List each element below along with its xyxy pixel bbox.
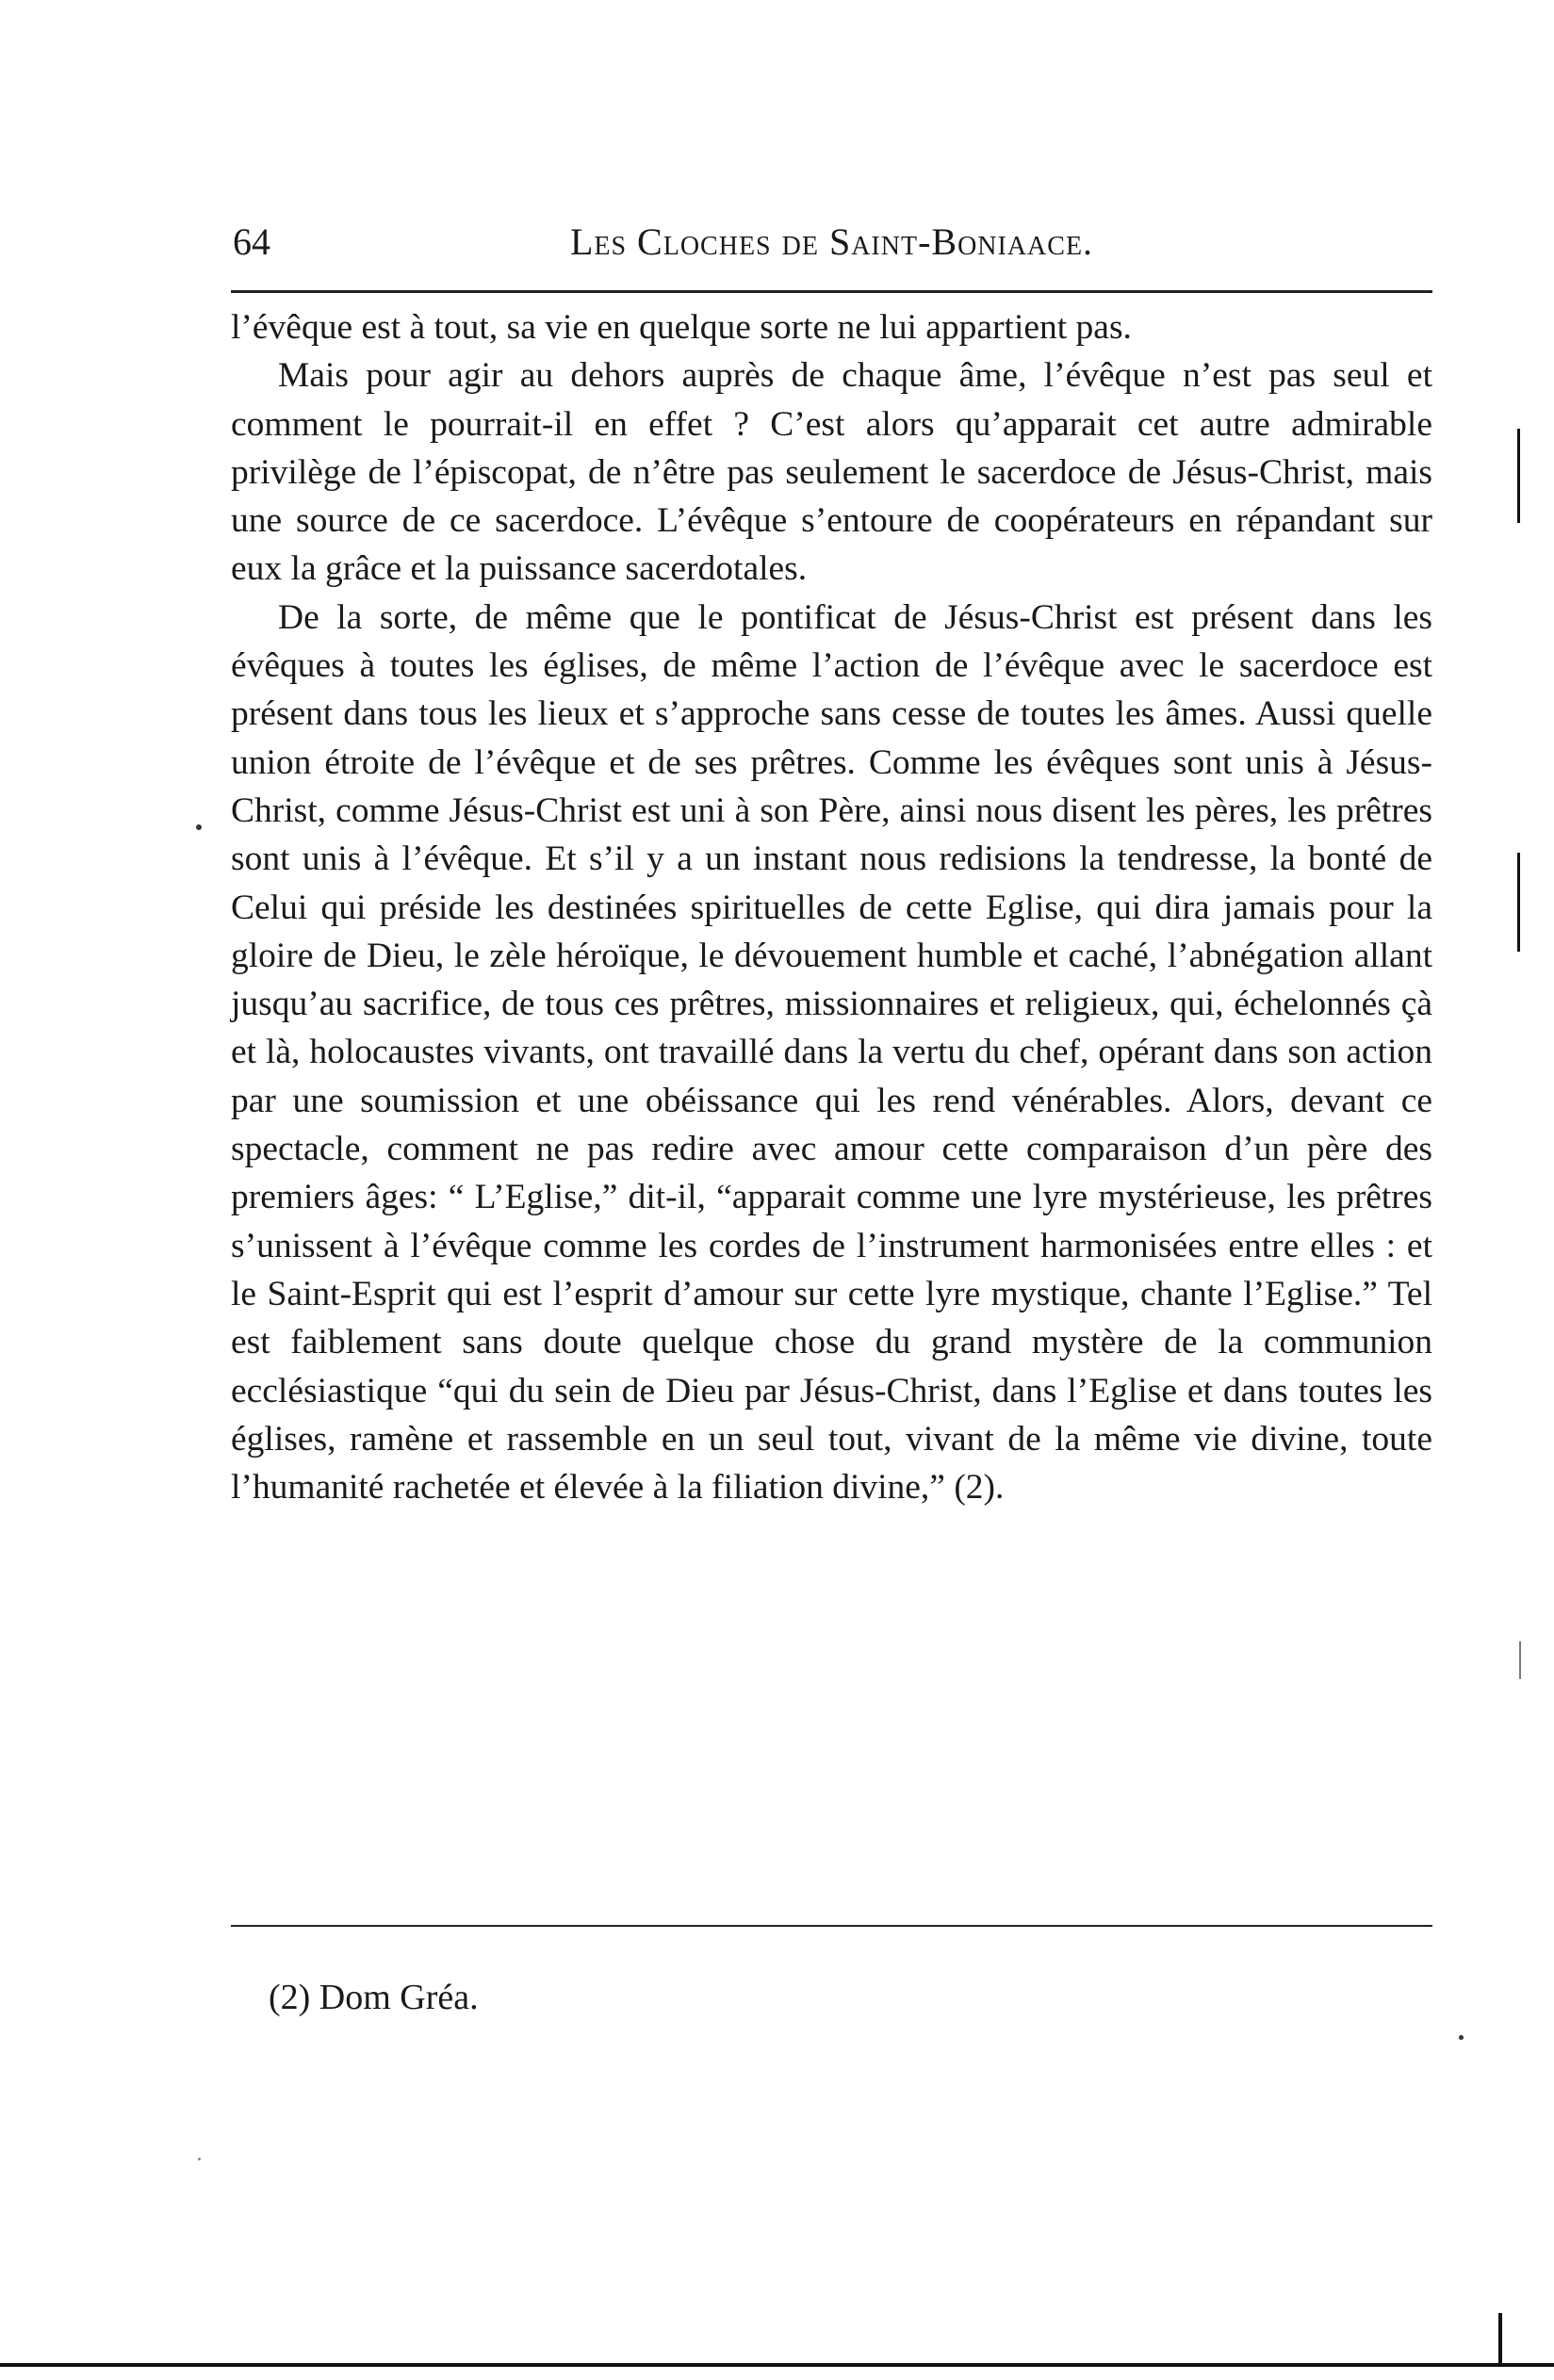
paragraph: De la sorte, de même que le pontificat de Jésus-Christ est présent dans les évêques à toutes les églises, de même l’action de l’évêque avec le sacerdoce est présent dans tous les lieux et s’approche sans cesse de toutes les âmes. Aussi quelle union étroite de l’évêque et de ses prêtres. Comme les évêques sont unis à Jésus-Christ, comme Jésus-Christ est uni à son Père, ainsi nous disent les pères, les prêtres sont unis à l’évêque. Et s’il y a un instant nous redisions la tendresse, la bonté de Celui qui préside les destinées spirituelles de cette Eglise, qui dira jamais pour la gloire de Dieu, le zèle héroïque, le dévouement humble et caché, l’abnégation allant jusqu’au sacrifice, de tous ces prêtres, missionnaires et religieux, qui, échelonnés çà et là, holocaustes vivants, ont travaillé dans la vertu du chef, opérant dans son action par une soumission et une obéissance qui les rend vénérables. Alors, devant ce spectacle, comment ne pas redire avec amour cette comparaison d’un père des premiers âges: “ L’Eglise,” dit-il, “apparait comme une lyre mystérieuse, les prêtres s’unissent à l’évêque comme les cordes de l’instrument harmonisées entre elles : et le Saint-Esprit qui est l’esprit d’amour sur cette lyre mystique, chante l’Eglise.” Tel est faiblement sans doute quelque chose du grand mystère de la communion ecclésiastique “qui du sein de Dieu par Jésus-Christ, dans l’Eglise et dans toutes les églises, ramène et rassemble en un seul tout, vivant de la même vie divine, toute l’humanité rachetée et élevée à la filiation divine,” (2). (231, 597, 1432, 1508)
page-number: 64 (233, 220, 270, 263)
page-header (231, 212, 1432, 269)
margin-mark (1517, 429, 1520, 523)
margin-mark (1517, 853, 1520, 952)
body-text (231, 303, 1432, 1511)
scan-speck (1459, 2035, 1464, 2040)
paragraph-continuation: l’évêque est à tout, sa vie en quelque sorte ne lui appartient pas. (231, 308, 1132, 347)
footnote: (2) Dom Gréa. (269, 1978, 479, 2017)
footnote-rule (231, 1925, 1432, 1927)
scan-edge (0, 2363, 1554, 2367)
corner-mark (1498, 2313, 1502, 2365)
running-head: Les Cloches de Saint-Boniaace. (569, 220, 1094, 263)
header-rule (231, 290, 1432, 293)
scan-speck (198, 2158, 201, 2160)
scan-speck (196, 824, 202, 830)
paragraph: Mais pour agir au dehors auprès de chaque âme, l’évêque n’est pas seul et comment le pourrait-il en effet ? C’est alors qu’apparait cet autre admirable privilège de l’épiscopat, de n’être pas seulement le sacerdoce de Jésus-Christ, mais une source de ce sacerdoce. L’évêque s’entoure de coopérateurs en répandant sur eux la grâce et la puissance sacerdotales. (231, 356, 1432, 589)
margin-mark (1519, 1641, 1521, 1679)
